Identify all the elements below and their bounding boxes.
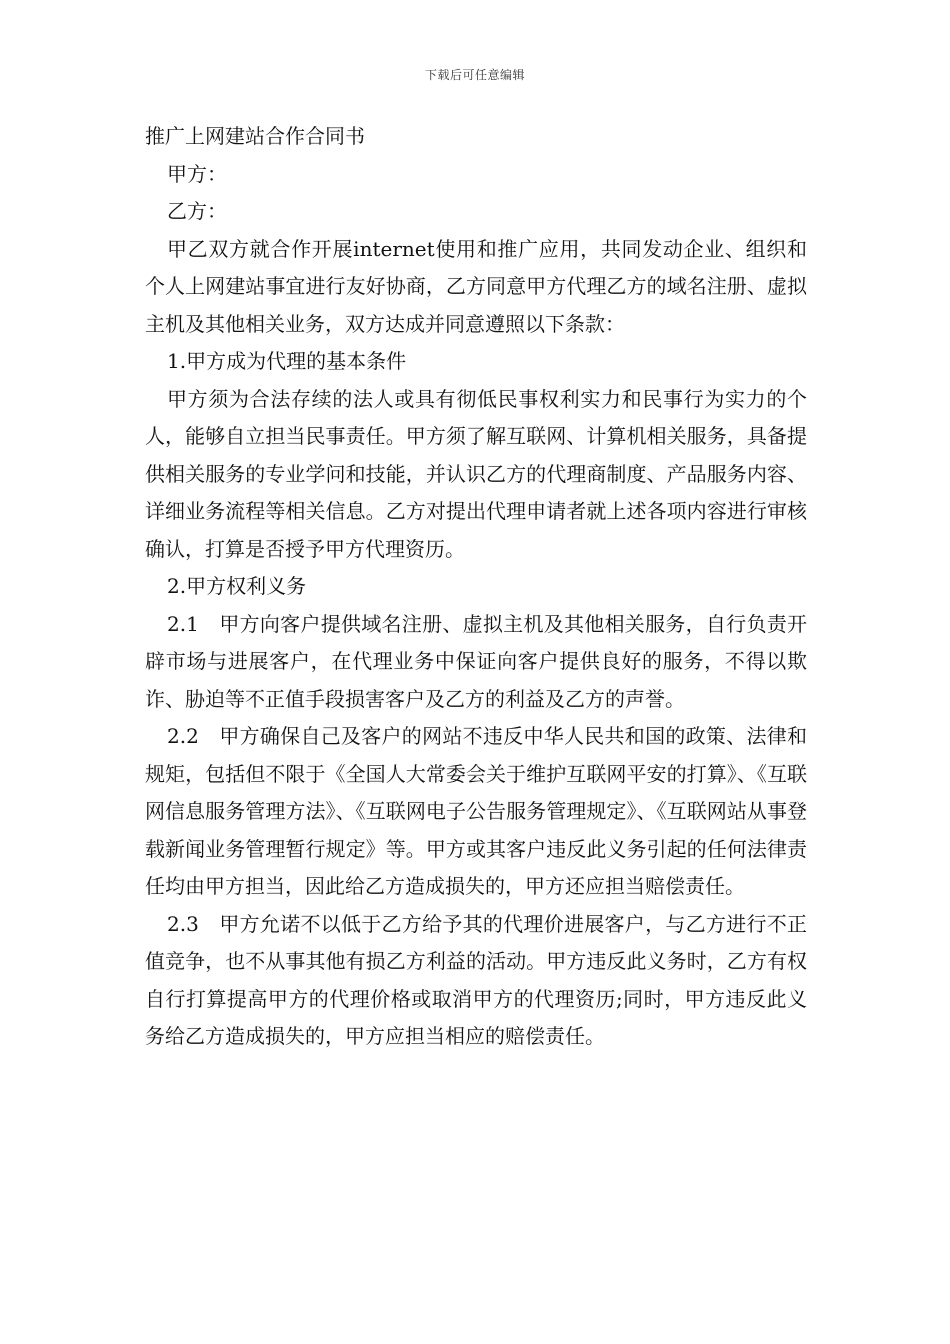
party-b-line: 乙方：	[167, 199, 227, 223]
clause-2-3: 2.3 甲方允诺不以低于乙方给予其的代理价进展客户，与乙方进行不正值竞争，也不从事其他有损乙方利益的活动。甲方违反此义务时，乙方有权自行打算提高甲方的代理价格或取消甲方的代理资历;同时，甲方违反此义务给乙方造成损失的，甲方应担当相应的赔偿责任。	[145, 911, 807, 1048]
section1-heading: 1.甲方成为代理的基本条件	[167, 349, 407, 373]
header-note: 下载后可任意编辑	[424, 68, 525, 82]
document-title: 推广上网建站合作合同书	[145, 124, 365, 148]
clause-2-1: 2.1 甲方向客户提供域名注册、虚拟主机及其他相关服务，自行负责开辟市场与进展客户，在代理业务中保证向客户提供良好的服务，不得以欺诈、胁迫等不正值手段损害客户及乙方的利益及乙方的声誉。	[145, 611, 807, 711]
intro-paragraph: 甲乙双方就合作开展internet使用和推广应用，共同发动企业、组织和个人上网建站事宜进行友好协商，乙方同意甲方代理乙方的域名注册、虚拟主机及其他相关业务，双方达成并同意遵照以下条款：	[145, 236, 807, 336]
section1-paragraph: 甲方须为合法存续的法人或具有彻低民事权利实力和民事行为实力的个人，能够自立担当民事责任。甲方须了解互联网、计算机相关服务，具备提供相关服务的专业学问和技能，并认识乙方的代理商制度、产品服务内容、详细业务流程等相关信息。乙方对提出代理申请者就上述各项内容进行审核确认，打算是否授予甲方代理资历。	[145, 386, 807, 561]
party-a-line: 甲方：	[167, 161, 227, 186]
document-body	[145, 118, 807, 1056]
clause-2-2: 2.2 甲方确保自己及客户的网站不违反中华人民共和国的政策、法律和规矩，包括但不限于《全国人大常委会关于维护互联网平安的打算》、《互联网信息服务管理方法》、《互联网电子公告服务管理规定》、《互联网站从事登载新闻业务管理暂行规定》等。甲方或其客户违反此义务引起的任何法律责任均由甲方担当，因此给乙方造成损失的，甲方还应担当赔偿责任。	[145, 724, 807, 898]
section2-heading: 2.甲方权利义务	[167, 574, 307, 598]
